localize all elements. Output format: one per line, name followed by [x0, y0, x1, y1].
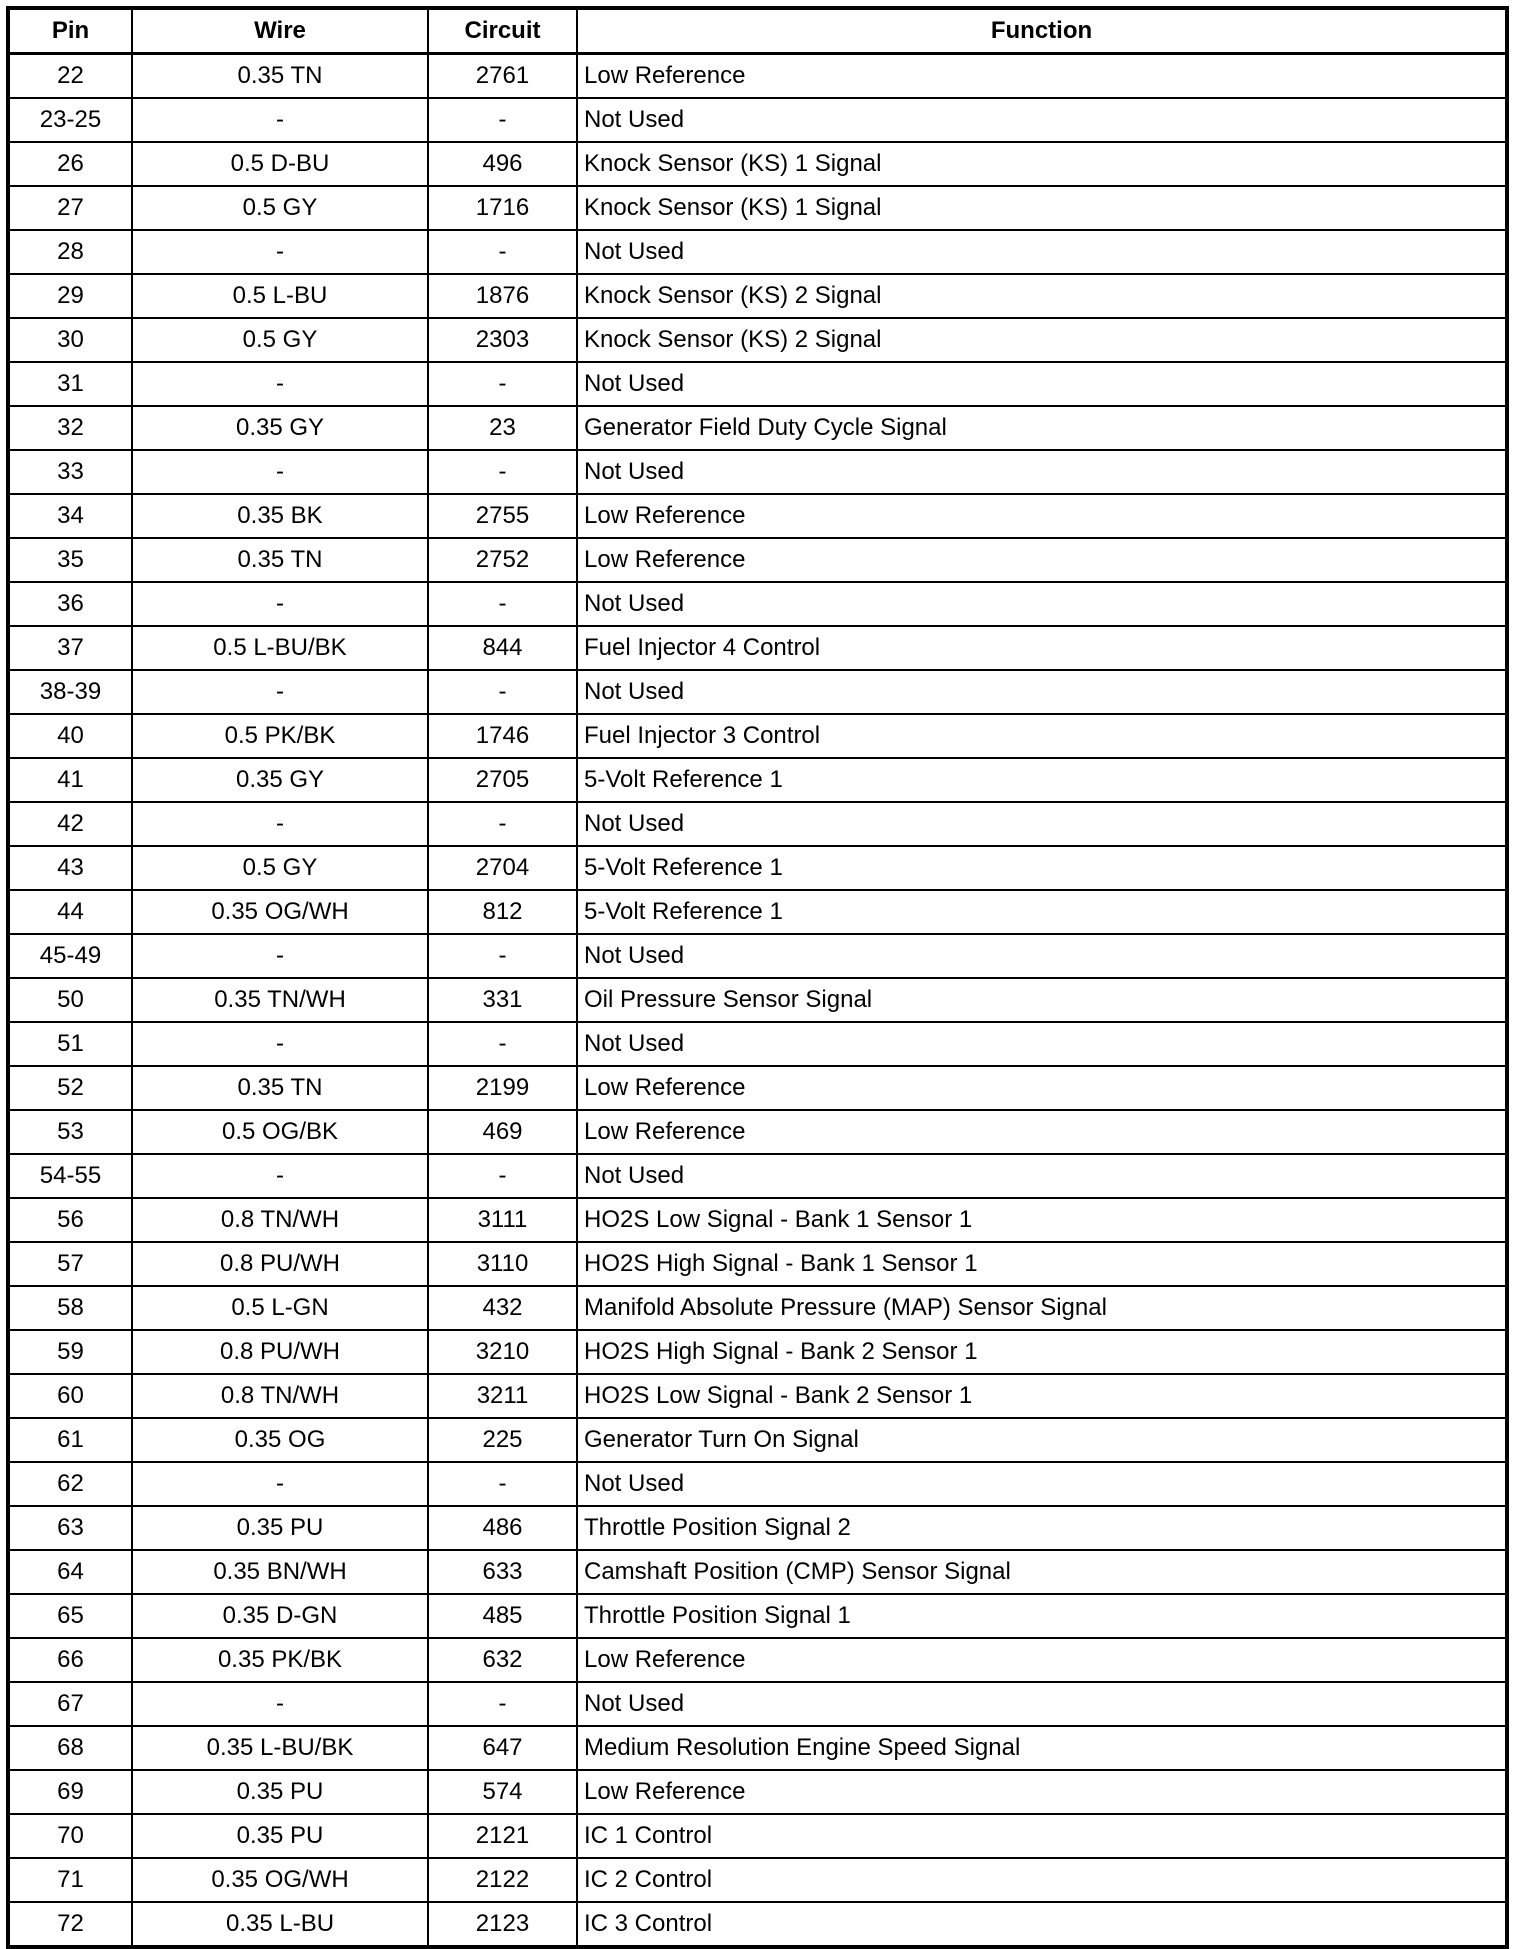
function-cell: HO2S Low Signal - Bank 1 Sensor 1 — [577, 1198, 1507, 1242]
pin-cell: 71 — [8, 1858, 132, 1902]
table-row — [8, 538, 1507, 582]
table-row — [8, 186, 1507, 230]
table-row — [8, 582, 1507, 626]
function-cell: Low Reference — [577, 538, 1507, 582]
function-cell: Knock Sensor (KS) 2 Signal — [577, 274, 1507, 318]
wire-cell: 0.5 L-GN — [132, 1286, 428, 1330]
function-cell: 5-Volt Reference 1 — [577, 758, 1507, 802]
table-row — [8, 626, 1507, 670]
circuit-cell: - — [428, 582, 577, 626]
wire-cell: 0.5 GY — [132, 846, 428, 890]
wire-cell: 0.35 TN — [132, 1066, 428, 1110]
pin-cell: 66 — [8, 1638, 132, 1682]
circuit-cell: 2199 — [428, 1066, 577, 1110]
circuit-cell: 2122 — [428, 1858, 577, 1902]
pin-cell: 36 — [8, 582, 132, 626]
function-cell: Medium Resolution Engine Speed Signal — [577, 1726, 1507, 1770]
wire-cell: 0.5 OG/BK — [132, 1110, 428, 1154]
wire-cell: - — [132, 582, 428, 626]
circuit-cell: - — [428, 670, 577, 714]
table-row — [8, 758, 1507, 802]
wire-cell: 0.35 TN — [132, 538, 428, 582]
pin-cell: 65 — [8, 1594, 132, 1638]
circuit-cell: - — [428, 450, 577, 494]
circuit-cell: 3211 — [428, 1374, 577, 1418]
pin-cell: 28 — [8, 230, 132, 274]
circuit-cell: 2123 — [428, 1902, 577, 1947]
circuit-cell: 3110 — [428, 1242, 577, 1286]
function-cell: HO2S High Signal - Bank 2 Sensor 1 — [577, 1330, 1507, 1374]
wire-cell: - — [132, 1682, 428, 1726]
pin-cell: 52 — [8, 1066, 132, 1110]
function-cell: Low Reference — [577, 494, 1507, 538]
table-row — [8, 1858, 1507, 1902]
table-row — [8, 1374, 1507, 1418]
table-row — [8, 934, 1507, 978]
function-cell: 5-Volt Reference 1 — [577, 846, 1507, 890]
circuit-cell: 432 — [428, 1286, 577, 1330]
pin-cell: 35 — [8, 538, 132, 582]
wire-cell: - — [132, 1154, 428, 1198]
function-cell: Low Reference — [577, 54, 1507, 99]
circuit-cell: 2121 — [428, 1814, 577, 1858]
circuit-cell: 574 — [428, 1770, 577, 1814]
function-cell: Not Used — [577, 450, 1507, 494]
pin-cell: 50 — [8, 978, 132, 1022]
pin-cell: 38-39 — [8, 670, 132, 714]
circuit-cell: 2705 — [428, 758, 577, 802]
pin-cell: 60 — [8, 1374, 132, 1418]
circuit-cell: 2303 — [428, 318, 577, 362]
function-cell: Low Reference — [577, 1066, 1507, 1110]
table-row — [8, 318, 1507, 362]
pin-cell: 62 — [8, 1462, 132, 1506]
table-row — [8, 1462, 1507, 1506]
wire-cell: 0.35 GY — [132, 758, 428, 802]
circuit-cell: 647 — [428, 1726, 577, 1770]
table-row — [8, 890, 1507, 934]
wire-cell: 0.35 PU — [132, 1506, 428, 1550]
function-cell: HO2S Low Signal - Bank 2 Sensor 1 — [577, 1374, 1507, 1418]
function-cell: Not Used — [577, 802, 1507, 846]
table-row — [8, 1066, 1507, 1110]
circuit-cell: 1876 — [428, 274, 577, 318]
circuit-cell: 632 — [428, 1638, 577, 1682]
function-cell: Low Reference — [577, 1770, 1507, 1814]
wire-cell: 0.5 GY — [132, 186, 428, 230]
wire-cell: 0.35 PU — [132, 1770, 428, 1814]
function-cell: Fuel Injector 4 Control — [577, 626, 1507, 670]
table-row — [8, 1770, 1507, 1814]
wire-cell: - — [132, 1022, 428, 1066]
table-row — [8, 1506, 1507, 1550]
wire-cell: 0.8 PU/WH — [132, 1242, 428, 1286]
function-cell: Knock Sensor (KS) 1 Signal — [577, 142, 1507, 186]
circuit-cell: - — [428, 1682, 577, 1726]
table-row — [8, 846, 1507, 890]
wire-cell: - — [132, 1462, 428, 1506]
circuit-cell: - — [428, 802, 577, 846]
pin-cell: 54-55 — [8, 1154, 132, 1198]
pin-cell: 44 — [8, 890, 132, 934]
table-row — [8, 450, 1507, 494]
wire-cell: 0.35 PU — [132, 1814, 428, 1858]
wire-cell: - — [132, 230, 428, 274]
pin-cell: 33 — [8, 450, 132, 494]
pin-cell: 51 — [8, 1022, 132, 1066]
table-row — [8, 54, 1507, 99]
table-row — [8, 1330, 1507, 1374]
wire-cell: - — [132, 362, 428, 406]
function-cell: Knock Sensor (KS) 1 Signal — [577, 186, 1507, 230]
table-row — [8, 1902, 1507, 1947]
function-cell: Fuel Injector 3 Control — [577, 714, 1507, 758]
wire-cell: - — [132, 802, 428, 846]
wire-cell: - — [132, 98, 428, 142]
table-row — [8, 1418, 1507, 1462]
pin-cell: 53 — [8, 1110, 132, 1154]
function-cell: IC 3 Control — [577, 1902, 1507, 1947]
wire-cell: 0.5 L-BU/BK — [132, 626, 428, 670]
table-row — [8, 494, 1507, 538]
table-row — [8, 98, 1507, 142]
table-row — [8, 1242, 1507, 1286]
function-cell: Generator Field Duty Cycle Signal — [577, 406, 1507, 450]
table-row — [8, 230, 1507, 274]
table-row — [8, 670, 1507, 714]
table-row — [8, 1154, 1507, 1198]
pin-cell: 61 — [8, 1418, 132, 1462]
pin-cell: 37 — [8, 626, 132, 670]
circuit-cell: 1746 — [428, 714, 577, 758]
wire-cell: 0.35 D-GN — [132, 1594, 428, 1638]
header-wire: Wire — [132, 8, 428, 54]
function-cell: HO2S High Signal - Bank 1 Sensor 1 — [577, 1242, 1507, 1286]
table-row — [8, 1726, 1507, 1770]
function-cell: Manifold Absolute Pressure (MAP) Sensor Signal — [577, 1286, 1507, 1330]
pin-cell: 42 — [8, 802, 132, 846]
wire-cell: 0.35 OG — [132, 1418, 428, 1462]
wire-cell: 0.35 OG/WH — [132, 890, 428, 934]
table-row — [8, 1110, 1507, 1154]
table-row — [8, 802, 1507, 846]
function-cell: Not Used — [577, 1022, 1507, 1066]
function-cell: Generator Turn On Signal — [577, 1418, 1507, 1462]
circuit-cell: - — [428, 1462, 577, 1506]
circuit-cell: 633 — [428, 1550, 577, 1594]
wire-cell: 0.35 L-BU — [132, 1902, 428, 1947]
pin-cell: 72 — [8, 1902, 132, 1947]
pin-cell: 67 — [8, 1682, 132, 1726]
table-row — [8, 978, 1507, 1022]
circuit-cell: 496 — [428, 142, 577, 186]
pin-cell: 34 — [8, 494, 132, 538]
wire-cell: 0.35 BK — [132, 494, 428, 538]
circuit-cell: 225 — [428, 1418, 577, 1462]
function-cell: Knock Sensor (KS) 2 Signal — [577, 318, 1507, 362]
circuit-cell: - — [428, 1022, 577, 1066]
pin-cell: 26 — [8, 142, 132, 186]
pin-cell: 58 — [8, 1286, 132, 1330]
function-cell: Camshaft Position (CMP) Sensor Signal — [577, 1550, 1507, 1594]
function-cell: Throttle Position Signal 2 — [577, 1506, 1507, 1550]
circuit-cell: 3111 — [428, 1198, 577, 1242]
header-function: Function — [577, 8, 1507, 54]
circuit-cell: - — [428, 230, 577, 274]
wire-cell: 0.35 PK/BK — [132, 1638, 428, 1682]
pin-cell: 56 — [8, 1198, 132, 1242]
pin-cell: 64 — [8, 1550, 132, 1594]
circuit-cell: 485 — [428, 1594, 577, 1638]
pin-cell: 40 — [8, 714, 132, 758]
function-cell: Not Used — [577, 1154, 1507, 1198]
wire-cell: 0.5 L-BU — [132, 274, 428, 318]
function-cell: Not Used — [577, 230, 1507, 274]
pin-cell: 69 — [8, 1770, 132, 1814]
table-row — [8, 1550, 1507, 1594]
function-cell: Low Reference — [577, 1638, 1507, 1682]
circuit-cell: 3210 — [428, 1330, 577, 1374]
header-pin: Pin — [8, 8, 132, 54]
wire-cell: 0.8 PU/WH — [132, 1330, 428, 1374]
table-row — [8, 1638, 1507, 1682]
circuit-cell: 844 — [428, 626, 577, 670]
wire-cell: 0.5 GY — [132, 318, 428, 362]
circuit-cell: - — [428, 934, 577, 978]
circuit-cell: - — [428, 362, 577, 406]
circuit-cell: - — [428, 1154, 577, 1198]
circuit-cell: 2752 — [428, 538, 577, 582]
table-row — [8, 1022, 1507, 1066]
pin-cell: 41 — [8, 758, 132, 802]
pin-cell: 45-49 — [8, 934, 132, 978]
circuit-cell: 2761 — [428, 54, 577, 99]
function-cell: 5-Volt Reference 1 — [577, 890, 1507, 934]
function-cell: IC 2 Control — [577, 1858, 1507, 1902]
wire-cell: 0.35 OG/WH — [132, 1858, 428, 1902]
wire-cell: 0.35 GY — [132, 406, 428, 450]
table-body — [8, 54, 1507, 1948]
wire-cell: 0.35 L-BU/BK — [132, 1726, 428, 1770]
circuit-cell: 2704 — [428, 846, 577, 890]
function-cell: Not Used — [577, 582, 1507, 626]
pin-cell: 43 — [8, 846, 132, 890]
function-cell: Not Used — [577, 1682, 1507, 1726]
table-row — [8, 1198, 1507, 1242]
connector-pinout-table — [6, 6, 1509, 1949]
table-row — [8, 1814, 1507, 1858]
table-row — [8, 142, 1507, 186]
wire-cell: 0.35 TN/WH — [132, 978, 428, 1022]
table-row — [8, 1286, 1507, 1330]
pin-cell: 27 — [8, 186, 132, 230]
function-cell: Not Used — [577, 98, 1507, 142]
pin-cell: 57 — [8, 1242, 132, 1286]
pin-cell: 63 — [8, 1506, 132, 1550]
circuit-cell: 812 — [428, 890, 577, 934]
table-row — [8, 274, 1507, 318]
wire-cell: 0.5 PK/BK — [132, 714, 428, 758]
table-row — [8, 714, 1507, 758]
circuit-cell: 23 — [428, 406, 577, 450]
circuit-cell: 486 — [428, 1506, 577, 1550]
table-row — [8, 362, 1507, 406]
function-cell: Throttle Position Signal 1 — [577, 1594, 1507, 1638]
circuit-cell: 2755 — [428, 494, 577, 538]
circuit-cell: 331 — [428, 978, 577, 1022]
table-row — [8, 1594, 1507, 1638]
function-cell: Low Reference — [577, 1110, 1507, 1154]
header-circuit: Circuit — [428, 8, 577, 54]
pin-cell: 23-25 — [8, 98, 132, 142]
wire-cell: - — [132, 670, 428, 714]
table-row — [8, 1682, 1507, 1726]
function-cell: Not Used — [577, 670, 1507, 714]
wire-cell: 0.5 D-BU — [132, 142, 428, 186]
wire-cell: 0.8 TN/WH — [132, 1374, 428, 1418]
function-cell: Not Used — [577, 934, 1507, 978]
wire-cell: - — [132, 450, 428, 494]
pin-cell: 32 — [8, 406, 132, 450]
pin-cell: 68 — [8, 1726, 132, 1770]
circuit-cell: - — [428, 98, 577, 142]
function-cell: Not Used — [577, 1462, 1507, 1506]
circuit-cell: 469 — [428, 1110, 577, 1154]
pin-cell: 70 — [8, 1814, 132, 1858]
wire-cell: 0.8 TN/WH — [132, 1198, 428, 1242]
circuit-cell: 1716 — [428, 186, 577, 230]
table-header-row — [8, 8, 1507, 54]
function-cell: Oil Pressure Sensor Signal — [577, 978, 1507, 1022]
pin-cell: 29 — [8, 274, 132, 318]
wire-cell: - — [132, 934, 428, 978]
pin-cell: 30 — [8, 318, 132, 362]
table-row — [8, 406, 1507, 450]
pin-cell: 22 — [8, 54, 132, 99]
wire-cell: 0.35 BN/WH — [132, 1550, 428, 1594]
wire-cell: 0.35 TN — [132, 54, 428, 99]
pin-cell: 59 — [8, 1330, 132, 1374]
function-cell: IC 1 Control — [577, 1814, 1507, 1858]
pin-cell: 31 — [8, 362, 132, 406]
function-cell: Not Used — [577, 362, 1507, 406]
